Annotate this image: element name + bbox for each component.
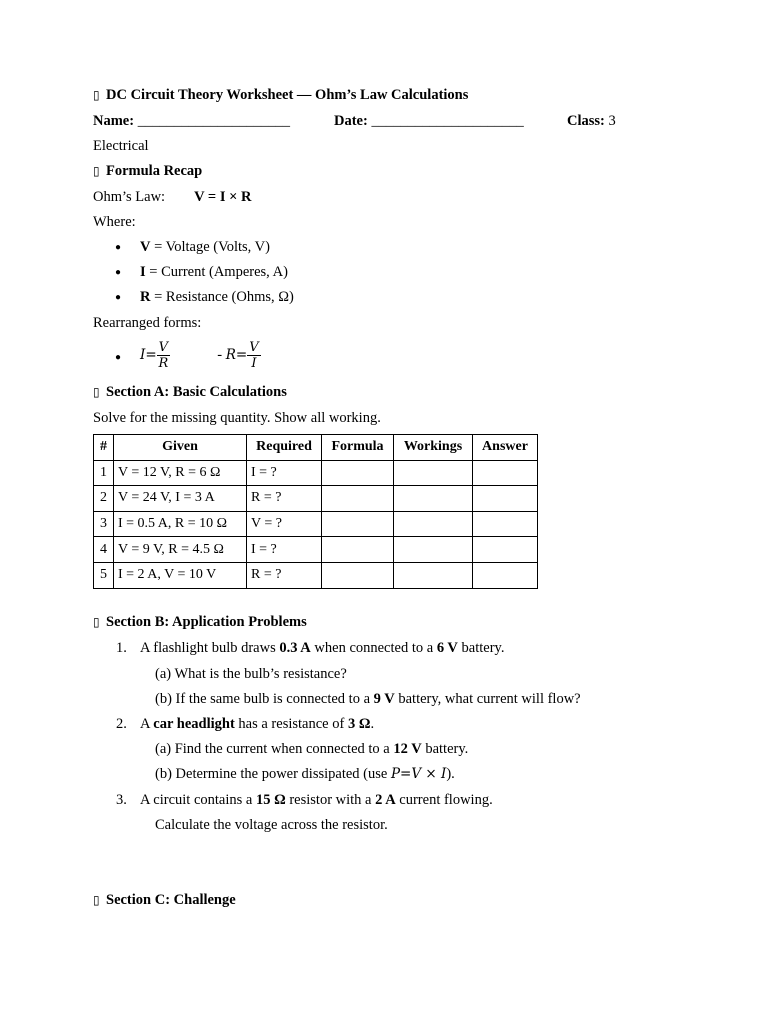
name-blank: _____________________ (137, 113, 290, 129)
col-workings: Workings (394, 435, 473, 461)
table-row: 2 V = 24 V, I = 3 A R = ? (94, 486, 538, 512)
bullet-icon: ● (115, 242, 122, 253)
table-row: 3 I = 0.5 A, R = 10 Ω V = ? (94, 511, 538, 537)
col-formula: Formula (322, 435, 394, 461)
class-value-continued: Electrical (93, 138, 149, 154)
table-header-row (94, 435, 538, 461)
section-c-heading: ▯ Section C: Challenge (93, 892, 236, 908)
answer-cell[interactable] (473, 511, 538, 537)
missing-glyph-icon: ▯ (93, 893, 100, 907)
problem-3-instruction: Calculate the voltage across the resistor. (155, 817, 388, 833)
date-field (334, 113, 524, 130)
problem-3-number: 3. (116, 792, 127, 808)
missing-glyph-icon: ▯ (93, 615, 100, 629)
section-b-heading: ▯ Section B: Application Problems (93, 614, 307, 630)
bullet-icon: ● (115, 292, 122, 303)
workings-cell[interactable] (394, 460, 473, 486)
section-a-instruction: Solve for the missing quantity. Show all working. (93, 410, 381, 426)
date-blank: _____________________ (371, 113, 524, 129)
missing-glyph-icon: ▯ (93, 164, 100, 178)
missing-glyph-icon: ▯ (93, 385, 100, 399)
problem-2a: (a) Find the current when connected to a 12 V battery. (155, 741, 469, 757)
col-number: # (94, 435, 114, 461)
missing-glyph-icon: ▯ (93, 88, 100, 102)
col-given: Given (114, 435, 247, 461)
rearranged-label: Rearranged forms: (93, 315, 202, 331)
workings-cell[interactable] (394, 511, 473, 537)
header-fields (93, 113, 290, 130)
class-label: Class: (567, 113, 605, 129)
workings-cell[interactable] (394, 537, 473, 563)
workings-cell[interactable] (394, 486, 473, 512)
ohms-law-formula: V = I × R (194, 189, 252, 205)
workings-cell[interactable] (394, 562, 473, 588)
col-answer: Answer (473, 435, 538, 461)
problem-1-number: 1. (116, 640, 127, 656)
formula-recap-heading: ▯ Formula Recap (93, 163, 203, 179)
table-row: 5 I = 2 A, V = 10 V R = ? (94, 562, 538, 588)
answer-cell[interactable] (473, 537, 538, 563)
calculations-table (93, 434, 538, 589)
answer-cell[interactable] (473, 486, 538, 512)
problem-2b: (b) Determine the power dissipated (use P=V × I). (155, 766, 455, 782)
name-label: Name: (93, 113, 135, 129)
table-row: 4 V = 9 V, R = 4.5 Ω I = ? (94, 537, 538, 563)
problem-1a: (a) What is the bulb’s resistance? (155, 666, 347, 682)
formula-cell[interactable] (322, 486, 394, 512)
formula-cell[interactable] (322, 460, 394, 486)
bullet-icon: ● (115, 267, 122, 278)
bullet-icon: ● (115, 352, 122, 363)
answer-cell[interactable] (473, 562, 538, 588)
answer-cell[interactable] (473, 460, 538, 486)
formula-cell[interactable] (322, 537, 394, 563)
date-label: Date: (334, 113, 368, 129)
problem-1-text: A flashlight bulb draws 0.3 A when connected to a 6 V battery. (140, 640, 505, 656)
problem-2-text: A car headlight has a resistance of 3 Ω. (140, 716, 375, 732)
formula-cell[interactable] (322, 562, 394, 588)
var-current: I = Current (Amperes, A) (140, 264, 288, 280)
problem-1b: (b) If the same bulb is connected to a 9 V battery, what current will flow? (155, 691, 581, 707)
page-title: ▯ DC Circuit Theory Worksheet — Ohm’s Law Calculations (93, 87, 469, 103)
where-label: Where: (93, 214, 136, 230)
var-voltage: V = Voltage (Volts, V) (140, 239, 270, 255)
ohms-law-line: Ohm’s Law: V = I × R (93, 189, 252, 205)
problem-3-text: A circuit contains a 15 Ω resistor with a 2 A current flowing. (140, 792, 493, 808)
class-field (567, 113, 616, 130)
rearranged-forms: I= $\frac{V}{R}$ - R= $\frac{V}{I}$ (140, 340, 259, 371)
col-required: Required (247, 435, 322, 461)
formula-cell[interactable] (322, 511, 394, 537)
var-resistance: R = Resistance (Ohms, Ω) (140, 289, 294, 305)
class-value: 3 (608, 113, 616, 129)
problem-2-number: 2. (116, 716, 127, 732)
section-a-heading: ▯ Section A: Basic Calculations (93, 384, 287, 400)
table-row: 1 V = 12 V, R = 6 Ω I = ? (94, 460, 538, 486)
